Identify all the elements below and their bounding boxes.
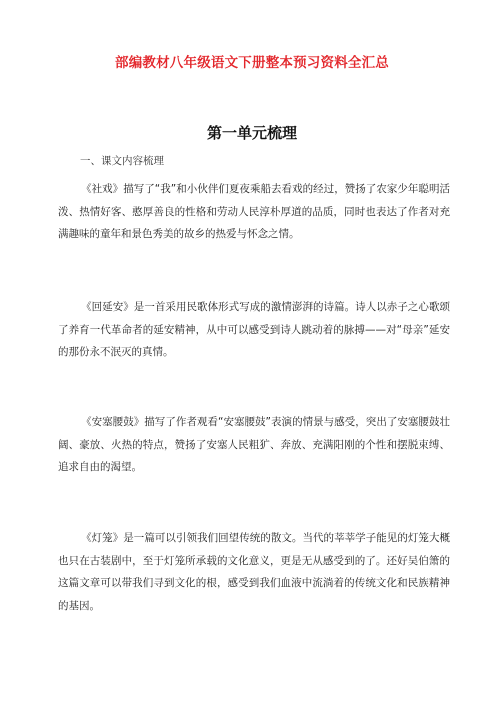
paragraph-shexi: 《社戏》描写了“我”和小伙伴们夏夜乘船去看戏的经过，赞扬了农家少年聪明活泼、热情好客、憨厚善良的性格和劳动人民淳朴厚道的品质，同时也表达了作者对充满趣味的童年和景色秀美的故乡的热爱与怀念之情。 <box>58 183 450 240</box>
section-title: 第一单元梳理 <box>206 124 297 142</box>
sub-heading: 一、课文内容梳理 <box>80 155 164 167</box>
paragraph-denglong: 《灯笼》是一篇可以引领我们回望传统的散文。当代的莘莘学子能见的灯笼大概也只在古装剧中，至于灯笼所承载的文化意义，更是无从感受到的了。还好吴伯箫的这篇文章可以带我们寻到文化的根，感受到我们血液中流淌着的传统文化和民族精神的基因。 <box>58 532 450 612</box>
paragraph-ansai-yaogu: 《安塞腰鼓》描写了作者观看“安塞腰鼓”表演的情景与感受，突出了安塞腰鼓壮阔、豪放、火热的特点，赞扬了安塞人民粗犷、奔放、充满阳刚的个性和摆脱束缚、追求自由的渴望。 <box>58 416 450 473</box>
document-title: 部编教材八年级语文下册整本预习资料全汇总 <box>115 55 389 71</box>
paragraph-huiyanan: 《回延安》是一首采用民歌体形式写成的激情澎湃的诗篇。诗人以赤子之心歌颂了养育一代革命者的延安精神，从中可以感受到诗人跳动着的脉搏——对“母亲”延安的那份永不泯灭的真情。 <box>58 301 450 358</box>
